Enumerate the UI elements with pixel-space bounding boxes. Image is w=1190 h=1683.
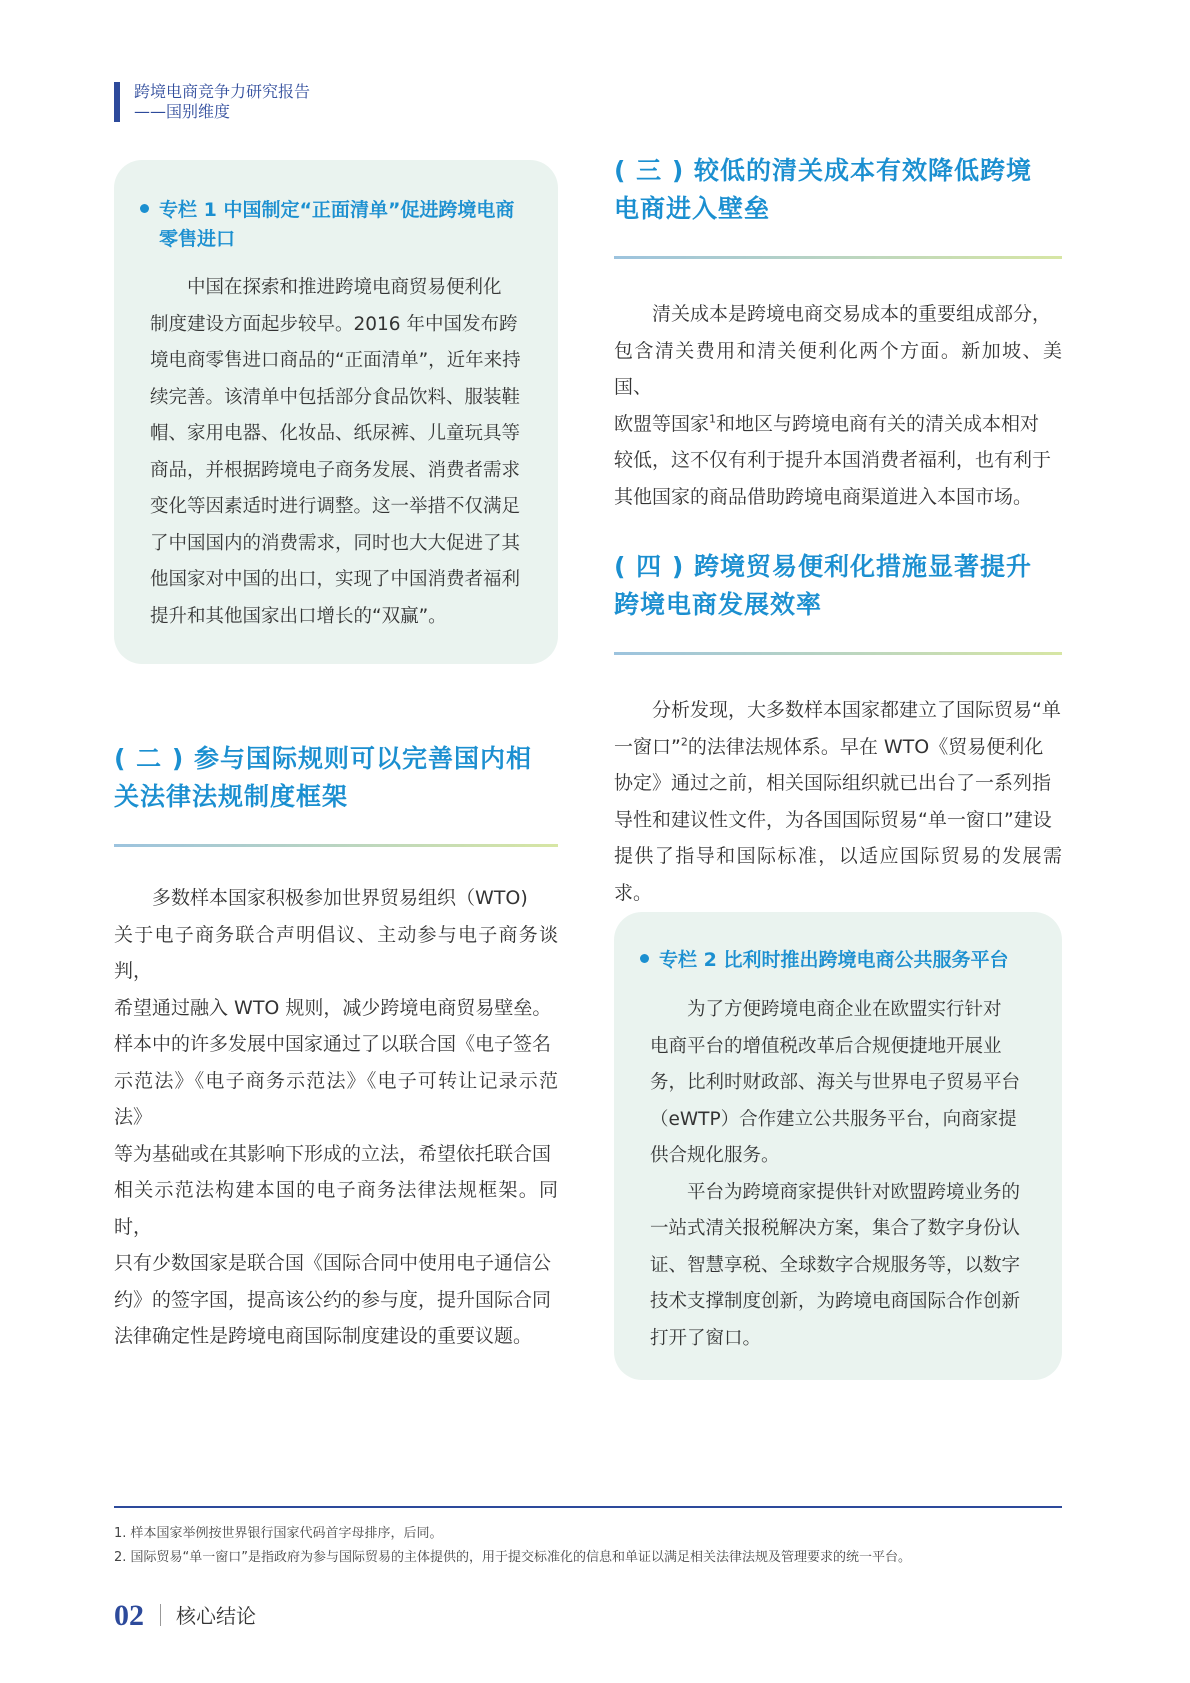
footer-section-label: 核心结论 xyxy=(176,1604,256,1628)
sidebar-box-1 xyxy=(114,160,558,664)
bullet-dot-icon xyxy=(140,204,149,213)
box1-body xyxy=(150,270,530,635)
footnote-ref-1: 1 xyxy=(709,412,717,426)
box1-line: 帽、家用电器、化妆品、纸尿裤、儿童玩具等 xyxy=(150,423,521,444)
box1-line: 了中国国内的消费需求，同时也大大促进了其 xyxy=(150,532,521,554)
box2-body xyxy=(650,992,1030,1357)
box2-line: 技术支撑制度创新，为跨境电商国际合作创新 xyxy=(650,1291,1021,1312)
section2-line: 关于电子商务联合声明倡议、主动参与电子商务谈判， xyxy=(114,923,558,982)
report-subtitle: ——国别维度 xyxy=(134,102,231,121)
section2-body xyxy=(114,880,558,1355)
box1-line: 变化等因素适时进行调整。这一举措不仅满足 xyxy=(150,496,521,517)
section4-line: 一窗口”$^2$的法律法规体系。早在 WTO《贸易便利化 xyxy=(614,735,1044,758)
footer-separator xyxy=(160,1604,161,1626)
box2-line: 务，比利时财政部、海关与世界电子贸易平台 xyxy=(650,1072,1021,1093)
box2-line: 证、智慧享税、全球数字合规服务等，以数字 xyxy=(650,1254,1021,1276)
section4-line: 分析发现，大多数样本国家都建立了国际贸易“单 xyxy=(652,699,1061,721)
section2-divider xyxy=(114,844,558,847)
section3-heading: ( 三 ) 较低的清关成本有效降低跨境 电商进入壁垒 xyxy=(614,156,1032,223)
section3-divider xyxy=(614,256,1062,259)
bullet-dot-icon xyxy=(640,954,649,963)
box1-line: 他国家对中国的出口，实现了中国消费者福利 xyxy=(150,569,521,590)
box2-line: 平台为跨境商家提供针对欧盟跨境业务的 xyxy=(687,1181,1021,1203)
section4-heading: ( 四 ) 跨境贸易便利化措施显著提升 跨境电商发展效率 xyxy=(614,552,1032,619)
section4-line: 导性和建议性文件，为各国国际贸易“单一窗口”建设 xyxy=(614,808,1052,831)
section4-divider xyxy=(614,652,1062,655)
box1-line: 境电商零售进口商品的“正面清单”，近年来持 xyxy=(150,350,521,371)
section4-line: 提供了指导和国际标准，以适应国际贸易的发展需求。 xyxy=(614,845,1062,904)
box2-line: （eWTP）合作建立公共服务平台，向商家提 xyxy=(650,1108,1017,1130)
box2-line: 打开了窗口。 xyxy=(650,1327,762,1349)
section2-line: 示范法》《电子商务示范法》《电子可转让记录示范法》 xyxy=(114,1069,558,1128)
box1-line: 提升和其他国家出口增长的“双赢”。 xyxy=(150,605,447,627)
section3-line: 清关成本是跨境电商交易成本的重要组成部分， xyxy=(652,303,1052,325)
header-accent-bar xyxy=(114,82,120,122)
section3-body xyxy=(614,296,1062,515)
section2-line: 法律确定性是跨境电商国际制度建设的重要议题。 xyxy=(114,1325,533,1347)
section2-line: 相关示范法构建本国的电子商务法律法规框架。同时， xyxy=(114,1179,558,1238)
section2-line: 样本中的许多发展中国家通过了以联合国《电子签名 xyxy=(114,1033,552,1055)
box1-line: 制度建设方面起步较早。2016 年中国发布跨 xyxy=(150,313,518,335)
box2-title: 专栏 2 比利时推出跨境电商公共服务平台 xyxy=(640,946,1050,975)
section4-body xyxy=(614,692,1062,911)
section4-line: 协定》通过之前，相关国际组织就已出台了一系列指 xyxy=(614,772,1052,794)
section3-line: 包含清关费用和清关便利化两个方面。新加坡、美国、 xyxy=(614,339,1062,398)
box1-line: 商品，并根据跨境电子商务发展、消费者需求 xyxy=(150,459,521,481)
section2-line: 多数样本国家积极参加世界贸易组织（WTO) xyxy=(152,887,528,909)
box1-title: 专栏 1 中国制定“正面清单”促进跨境电商 零售进口 xyxy=(140,196,540,254)
box2-line: 为了方便跨境电商企业在欧盟实行针对 xyxy=(687,999,1002,1020)
box2-line: 电商平台的增值税改革后合规便捷地开展业 xyxy=(650,1035,1002,1057)
box1-line: 中国在探索和推进跨境电商贸易便利化 xyxy=(187,277,502,298)
section3-line: 较低，这不仅有利于提升本国消费者福利，也有利于 xyxy=(614,449,1052,471)
box2-line: 一站式清关报税解决方案，集合了数字身份认 xyxy=(650,1218,1021,1239)
sidebar-box-2 xyxy=(614,912,1062,1380)
footnote-ref-2: 2 xyxy=(680,735,688,749)
section2-line: 只有少数国家是联合国《国际合同中使用电子通信公 xyxy=(114,1252,552,1274)
footnote-1: 1. 样本国家举例按世界银行国家代码首字母排序，后同。 xyxy=(114,1526,443,1541)
report-title: 跨境电商竞争力研究报告 xyxy=(134,82,311,101)
section2-line: 希望通过融入 WTO 规则，减少跨境电商贸易壁垒。 xyxy=(114,996,552,1019)
page-number: 02 xyxy=(114,1599,144,1632)
section2-heading: ( 二 ) 参与国际规则可以完善国内相 关法律法规制度框架 xyxy=(114,744,532,811)
box1-line: 续完善。该清单中包括部分食品饮料、服装鞋 xyxy=(150,386,521,408)
footnote-2: 2. 国际贸易“单一窗口”是指政府为参与国际贸易的主体提供的，用于提交标准化的信息和单证以满足相关法律法规及管理要求的统一平台。 xyxy=(114,1550,912,1565)
section2-line: 等为基础或在其影响下形成的立法，希望依托联合国 xyxy=(114,1142,552,1165)
box2-line: 供合规化服务。 xyxy=(650,1145,780,1166)
section3-line: 其他国家的商品借助跨境电商渠道进入本国市场。 xyxy=(614,485,1033,508)
section2-line: 约》的签字国，提高该公约的参与度，提升国际合同 xyxy=(114,1288,552,1311)
footnote-divider xyxy=(114,1506,1062,1508)
section3-line: 欧盟等国家$^1$和地区与跨境电商有关的清关成本相对 xyxy=(614,412,1040,435)
